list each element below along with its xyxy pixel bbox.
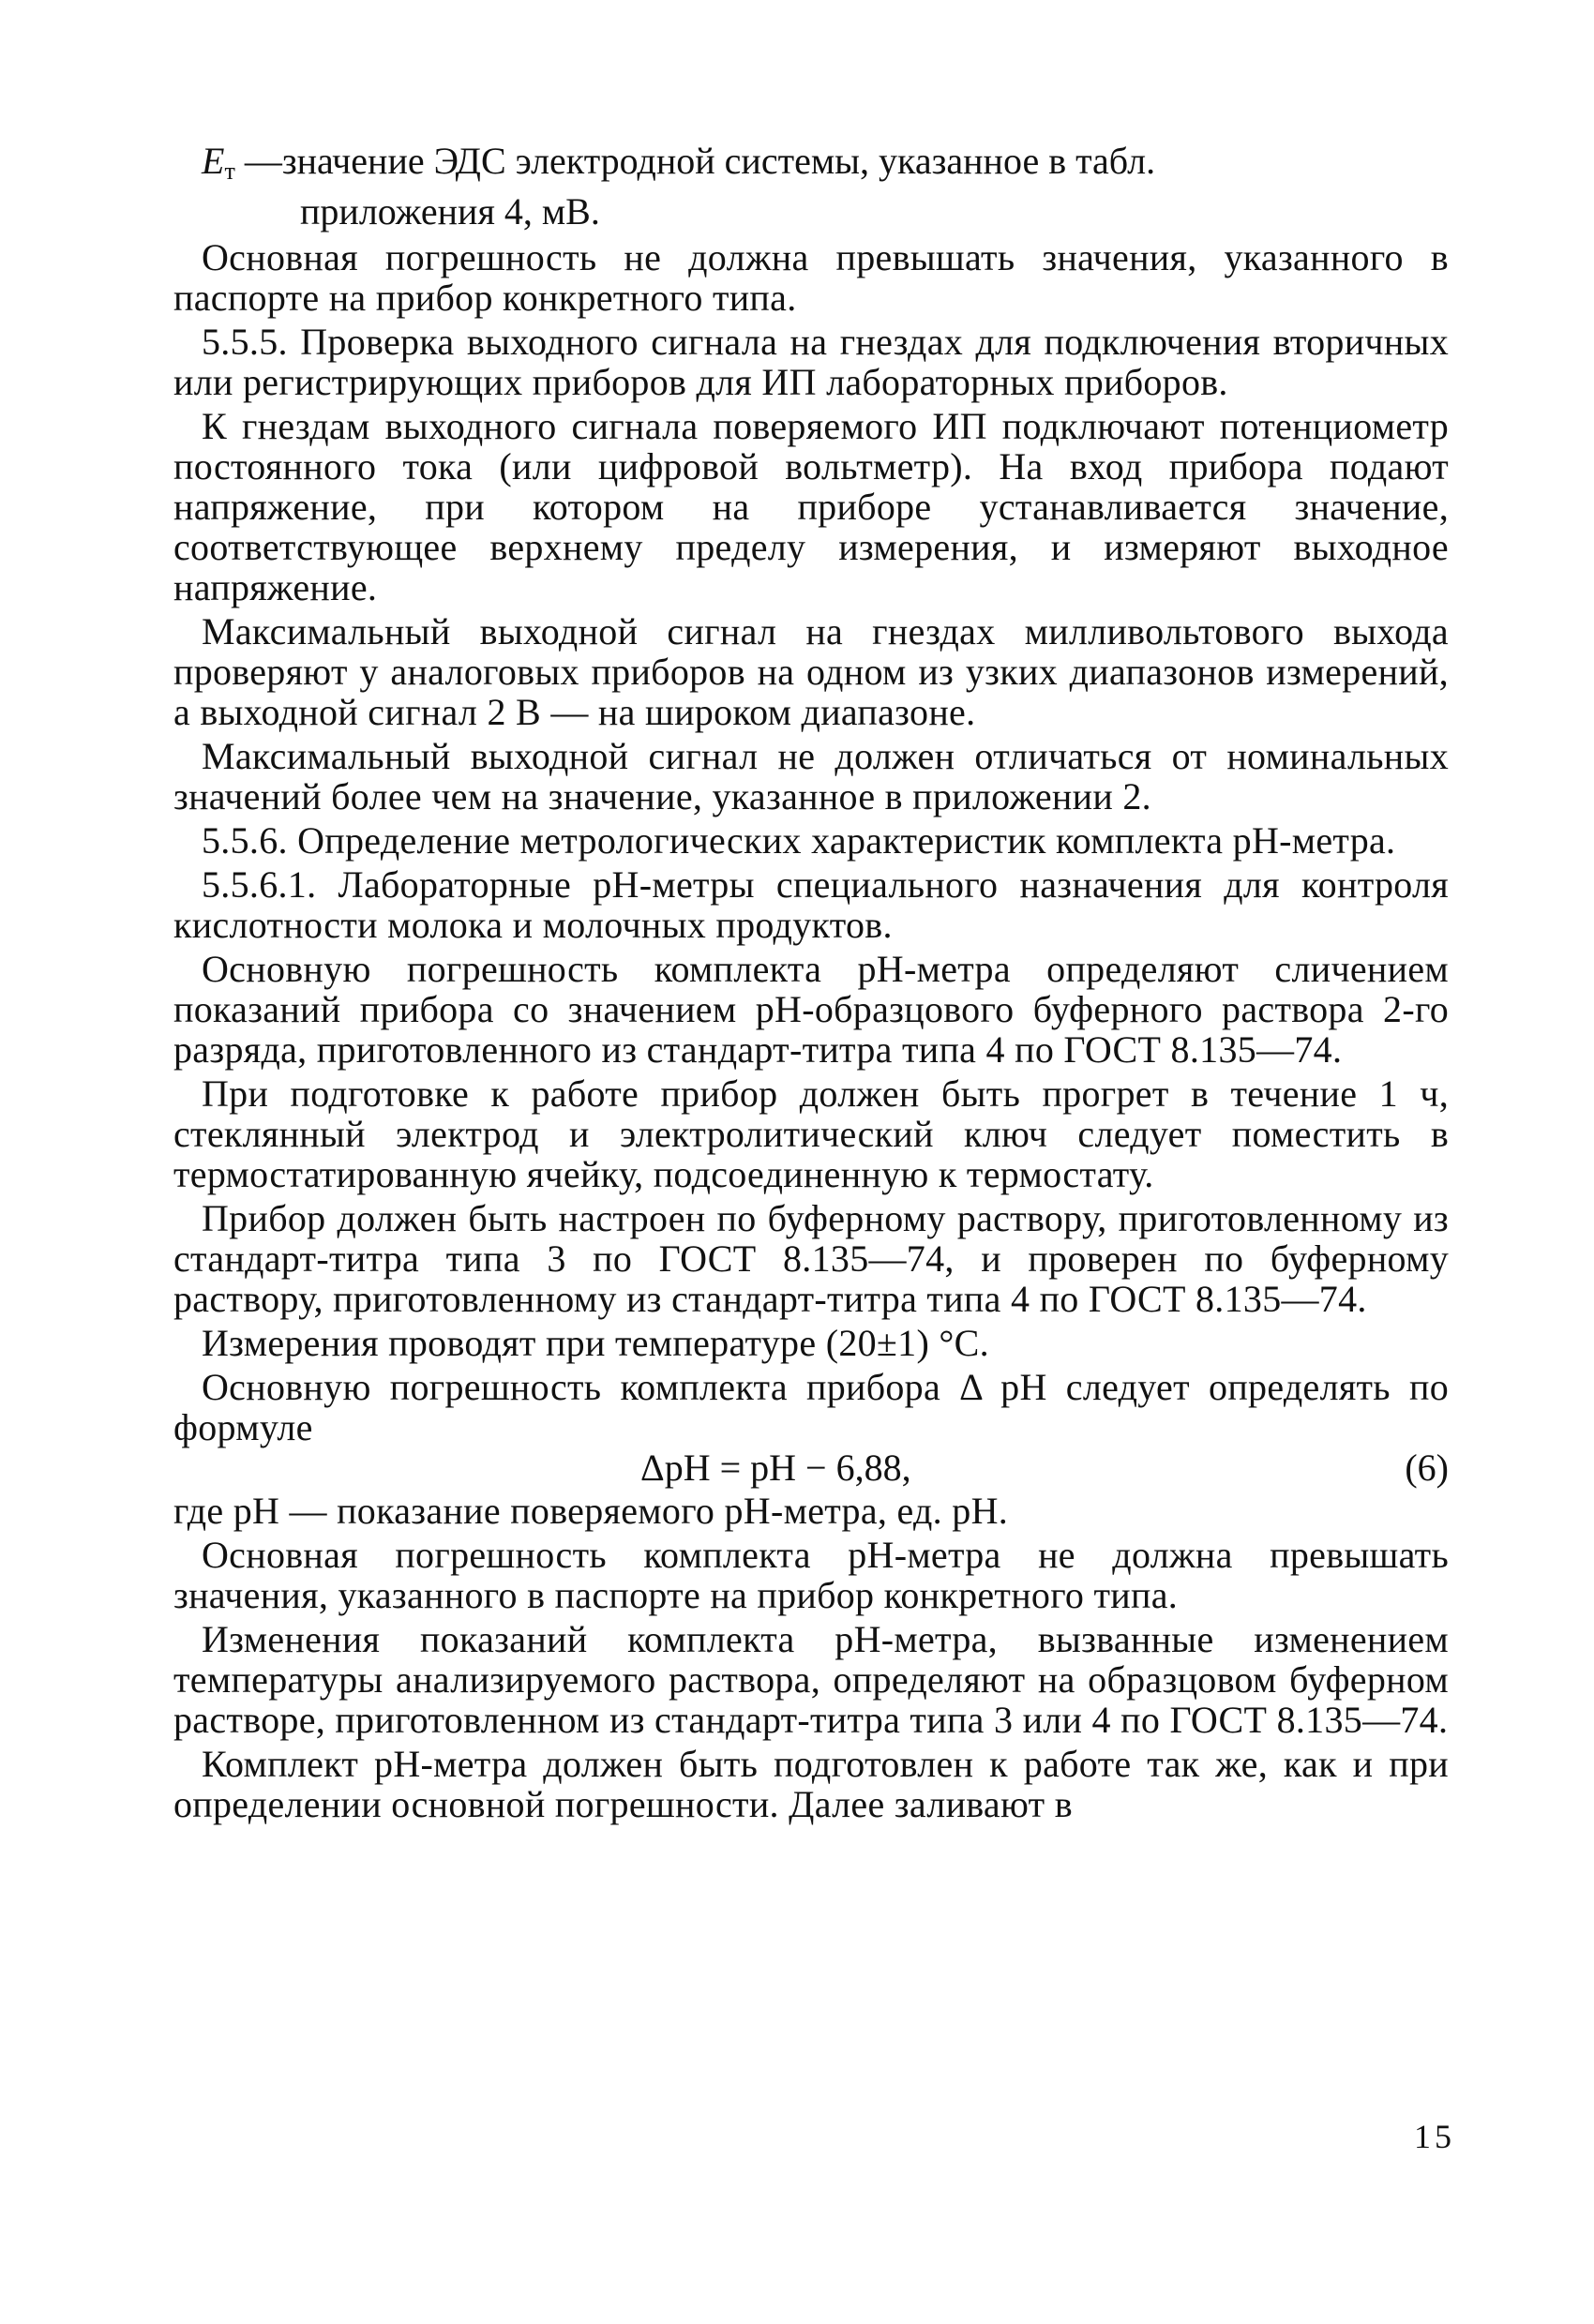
paragraph: При подготовке к работе прибор должен быть прогрет в течение 1 ч, стеклянный электрод и электролитический ключ следует поместить в термостатированную ячейку, подсоединенную к термостату.	[173, 1072, 1449, 1195]
paragraph: Основную погрешность комплекта прибора Δ рН следует определять по формуле	[173, 1366, 1449, 1448]
paragraph: Измерения проводят при температуре (20±1) °С.	[202, 1322, 989, 1364]
term-subscript: т	[224, 157, 235, 185]
paragraph: Основная погрешность не должна превышать значения, указанного в паспорте на прибор конкретного типа.	[173, 236, 1449, 319]
section-heading-5-5-5: 5.5.5. Проверка выходного сигнала на гнездах для подключения вторичных или регистрирующих приборов для ИП лабораторных приборов.	[173, 321, 1449, 403]
term-definition	[173, 141, 1449, 191]
paragraph: Комплект рН-метра должен быть подготовлен к работе так же, как и при определении основной погрешности. Далее заливают в	[173, 1743, 1449, 1825]
paragraph: Прибор должен быть настроен по буферному раствору, приготовленному из стандарт-титра типа 3 по ГОСТ 8.135—74, и проверен по буферному раствору, приготовленному из стандарт-титра типа 4 по ГОСТ 8.135—74.	[173, 1197, 1449, 1320]
paragraph: Максимальный выходной сигнал не должен отличаться от номинальных значений более чем на значение, указанное в приложении 2.	[173, 735, 1449, 817]
term-symbol: E	[202, 140, 225, 182]
section-heading-5-5-6-1: 5.5.6.1. Лабораторные рН-метры специального назначения для контроля кислотности молока и молочных продуктов.	[173, 863, 1449, 946]
paragraph: Основную погрешность комплекта рН-метра определяют сличением показаний прибора со значением рН-образцового буферного раствора 2-го разряда, приготовленного из стандарт-титра типа 4 по ГОСТ 8.135—74.	[173, 948, 1449, 1071]
page-number: 15	[1414, 2118, 1455, 2155]
paragraph: Основная погрешность комплекта рН-метра не должна превышать значения, указанного в паспорте на прибор конкретного типа.	[173, 1534, 1449, 1616]
formula-row	[173, 1447, 1449, 1491]
term-definition-text: —значение ЭДС электродной системы, указанное в табл.	[234, 140, 1156, 182]
formula-number: (6)	[1405, 1447, 1449, 1489]
paragraph: К гнездам выходного сигнала поверяемого ИП подключают потенциометр постоянного тока (или цифровой вольтметр). На вход прибора подают напряжение, при котором на приборе устанавливается значение, соответствующее верхнему пределу измерения, и измеряют выходное напряжение.	[173, 405, 1449, 608]
document-page	[173, 141, 1449, 1828]
paragraph: Изменения показаний комплекта рН-метра, вызванные изменением температуры анализируемого раствора, определяют на образцовом буферном растворе, приготовленном из стандарт-титра типа 3 или 4 по ГОСТ 8.135—74.	[173, 1618, 1449, 1741]
paragraph: Максимальный выходной сигнал на гнездах милливольтового выхода проверяют у аналоговых приборов на одном из узких диапазонов измерений, а выходной сигнал 2 В — на широком диапазоне.	[173, 610, 1449, 733]
term-definition-continuation: приложения 4, мВ.	[300, 190, 600, 232]
formula: ΔрН = рН − 6,88,	[640, 1447, 911, 1489]
formula-explanation: где рН — показание поверяемого рН-метра, ед. рН.	[173, 1490, 1009, 1532]
section-heading-5-5-6: 5.5.6. Определение метрологических характеристик комплекта рН-метра.	[202, 819, 1396, 862]
